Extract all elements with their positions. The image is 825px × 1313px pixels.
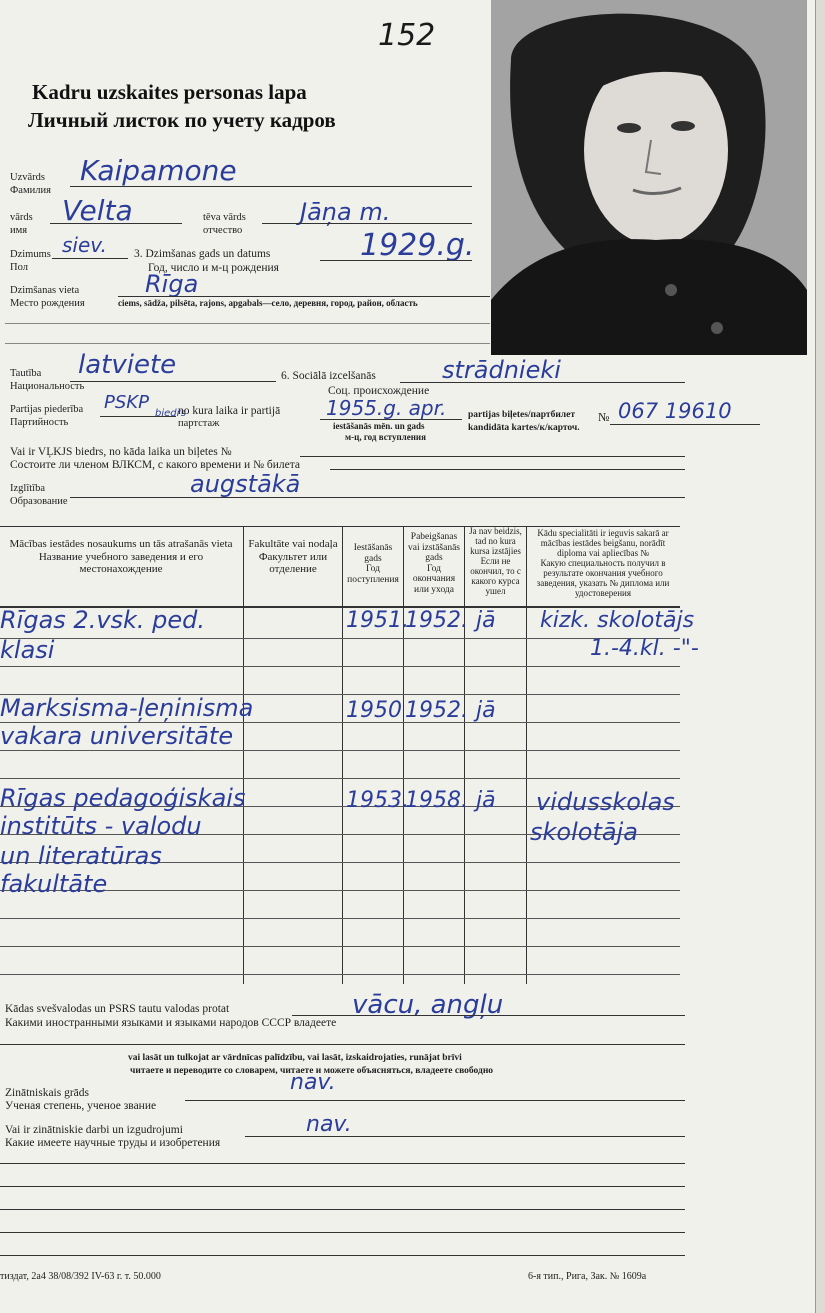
- party-join-label-lv: iestāšanās mēn. un gads: [333, 421, 425, 431]
- works-value: nav.: [306, 1112, 352, 1137]
- row3-start: 1953.: [346, 788, 409, 813]
- degree-value: nav.: [290, 1070, 336, 1095]
- patronymic-label-lv: tēva vārds: [203, 212, 246, 223]
- works-line: [245, 1136, 685, 1137]
- table-col-divider: [243, 526, 244, 984]
- party-card-line: [610, 424, 760, 425]
- table-col-divider: [342, 526, 343, 984]
- blank-rule: [0, 1163, 685, 1164]
- birthplace-hint: ciems, sādža, pilsēta, rajons, apgabals—село, деревня, город, район, область: [118, 298, 418, 308]
- education-value: augstākā: [190, 470, 301, 498]
- nationality-value: latviete: [78, 350, 177, 380]
- row3-specialty-line2: skolotāja: [530, 818, 638, 846]
- vlkjs-label-ru: Состоите ли членом ВЛКСМ, с какого времени и № билета: [10, 459, 301, 471]
- vlkjs-line-2: [330, 469, 685, 470]
- birth-date-line: [320, 260, 472, 261]
- row1-end: 1952.: [405, 608, 468, 633]
- languages-line-2: [0, 1044, 685, 1045]
- works-label-lv: Vai ir zinātniskie darbi un izgudrojumi: [5, 1124, 183, 1136]
- patronymic-line: [262, 223, 472, 224]
- party-value: PSKP: [104, 392, 149, 413]
- binder-edge: [815, 0, 825, 1313]
- name-value: Velta: [62, 194, 133, 227]
- social-origin-label-lv: 6. Sociālā izcelšanās: [281, 370, 376, 382]
- row3-school-line3: un literatūras: [0, 842, 162, 870]
- row2-end: 1952.: [405, 698, 468, 723]
- party-since-value: 1955.g. apr.: [326, 396, 447, 420]
- table-row-rule: [0, 778, 680, 779]
- vlkjs-line: [300, 456, 685, 457]
- birthplace-value: Rīga: [145, 270, 199, 298]
- nationality-line: [70, 381, 276, 382]
- blank-rule: [0, 1209, 685, 1210]
- patronymic-value: Jāņa m.: [300, 198, 391, 226]
- table-col-divider: [403, 526, 404, 984]
- row3-specialty-line1: vidusskolas: [536, 788, 675, 816]
- vlkjs-label-lv: Vai ir VĻKJS biedrs, no kāda laika un biļetes №: [10, 446, 232, 458]
- table-row-rule: [0, 638, 680, 639]
- row1-start: 1951.: [346, 608, 409, 633]
- name-label-lv: vārds: [10, 212, 33, 223]
- party-card-no-prefix: №: [598, 410, 610, 424]
- row2-school-line1: Marksisma-ļeņinisma: [0, 694, 254, 722]
- sex-label-lv: Dzimums: [10, 249, 51, 260]
- table-header-dropout: Ja nav beidzis, tad no kura kursa izstājies Если не окончил, то с какого курса ушел: [469, 526, 522, 596]
- blank-line: [5, 343, 490, 344]
- table-col-divider: [464, 526, 465, 984]
- party-card-value: 067 19610: [618, 399, 732, 423]
- row2-school-line2: vakara universitāte: [0, 722, 234, 750]
- name-line: [50, 223, 182, 224]
- social-origin-value: strādnieki: [442, 356, 561, 384]
- party-card-label-ru: kandidāta kartes/к/карточ.: [468, 423, 580, 433]
- education-label-lv: Izglītība: [10, 483, 45, 494]
- row3-finished: jā: [476, 788, 496, 813]
- nationality-label-ru: Национальность: [10, 381, 85, 392]
- languages-note-lv: vai lasāt un tulkojat ar vārdnīcas palīdzību, vai lasāt, izskaidrojaties, runājat brīvi: [128, 1053, 462, 1063]
- birthplace-line: [118, 296, 490, 297]
- title-ru: Личный листок по учету кадров: [28, 108, 336, 132]
- party-value-small: biedrs: [155, 408, 186, 419]
- education-line: [70, 497, 685, 498]
- title-lv: Kadru uzskaites personas lapa: [32, 80, 307, 104]
- surname-value: Kaipamone: [80, 154, 237, 187]
- birth-date-label-lv: 3. Dzimšanas gads un datums: [134, 248, 271, 260]
- table-header-faculty: Fakultāte vai nodaļa Факультет или отделение: [248, 538, 338, 575]
- birthplace-label-ru: Место рождения: [10, 298, 85, 309]
- languages-label-ru: Какими иностранными языками и языками народов СССР владеете: [5, 1017, 337, 1029]
- blank-rule: [0, 1232, 685, 1233]
- row3-school-line1: Rīgas pedagoģiskais: [0, 784, 246, 812]
- footer-print-info: тиздат, 2а4 38/08/392 IV-63 г. т. 50.000: [0, 1271, 161, 1282]
- birth-date-value: 1929.g.: [360, 228, 475, 263]
- row2-start: 1950: [346, 698, 402, 723]
- sex-value: siev.: [62, 233, 107, 257]
- patronymic-label-ru: отчество: [203, 225, 243, 236]
- row3-school-line2: institūts - valodu: [0, 812, 202, 840]
- party-since-label-ru: партстаж: [178, 418, 220, 429]
- surname-line: [70, 186, 472, 187]
- languages-line: [292, 1015, 685, 1016]
- party-line: [100, 416, 176, 417]
- sex-label-ru: Пол: [10, 262, 28, 273]
- portrait-photo: [491, 0, 807, 355]
- party-join-label-ru: м-ц, год вступления: [345, 432, 426, 442]
- row3-end: 1958.: [405, 788, 468, 813]
- blank-line: [5, 323, 490, 324]
- party-since-label-lv: no kura laika ir partijā: [178, 405, 281, 417]
- row1-specialty-line2: 1.-4.kl. -"-: [590, 636, 699, 661]
- table-header-start: Iestāšanās gads Год поступления: [347, 543, 399, 585]
- languages-value: vācu, angļu: [352, 990, 504, 1020]
- languages-note-ru: читаете и переводите со словарем, читаете и можете объясняться, владеете свободно: [130, 1066, 494, 1076]
- birth-date-label-ru: Год, число и м-ц рождения: [148, 262, 279, 274]
- surname-label-ru: Фамилия: [10, 185, 51, 196]
- party-since-line: [320, 419, 462, 420]
- degree-label-lv: Zinātniskais grāds: [5, 1087, 89, 1099]
- table-col-divider: [526, 526, 527, 984]
- row1-finished: jā: [476, 608, 496, 633]
- table-top-line: [0, 526, 680, 527]
- social-origin-label-ru: Соц. происхождение: [328, 385, 430, 397]
- languages-label-lv: Kādas svešvalodas un PSRS tautu valodas protat: [5, 1003, 230, 1015]
- blank-rule: [0, 1186, 685, 1187]
- party-label-lv: Partijas piederība: [10, 404, 84, 415]
- table-row-rule: [0, 750, 680, 751]
- degree-label-ru: Ученая степень, ученое звание: [5, 1100, 157, 1112]
- nationality-label-lv: Tautība: [10, 368, 42, 379]
- party-label-ru: Партийность: [10, 417, 69, 428]
- table-header-end: Pabeigšanas vai izstāšanās gads Год окончания или ухода: [408, 532, 460, 595]
- degree-line: [185, 1100, 685, 1101]
- sex-line: [52, 258, 128, 259]
- row3-school-line4: fakultāte: [0, 870, 108, 898]
- name-label-ru: имя: [10, 225, 28, 236]
- table-row-rule: [0, 918, 680, 919]
- table-header-school: Mācības iestādes nosaukums un tās atrašanās vieta Название учебного заведения и его местонахождение: [9, 538, 233, 575]
- table-row-rule: [0, 666, 680, 667]
- row1-school-line2: klasi: [0, 636, 55, 664]
- education-label-ru: Образование: [10, 496, 68, 507]
- page-number: 152: [378, 18, 436, 53]
- row1-school-line1: Rīgas 2.vsk. ped.: [0, 606, 206, 634]
- surname-label-lv: Uzvārds: [10, 172, 45, 183]
- social-origin-line: [400, 382, 685, 383]
- blank-rule: [0, 1255, 685, 1256]
- table-row-rule: [0, 946, 680, 947]
- birthplace-label-lv: Dzimšanas vieta: [10, 285, 80, 296]
- table-header-specialty: Kādu specialitāti ir ieguvis sakarā ar mācības iestādes beigšanu, norādīt diploma vai apliecības № Какую специальность получил в результате окончания учебного заведения, указать № диплома или удостоверения: [536, 528, 670, 598]
- table-row-rule: [0, 974, 680, 975]
- works-label-ru: Какие имеете научные труды и изобретения: [5, 1137, 221, 1149]
- footer-printer: 6-я тип., Рига, Зак. № 1609а: [528, 1271, 647, 1282]
- party-card-label-lv: partijas biļetes/партбилет: [468, 410, 576, 420]
- row1-specialty-line1: kizk. skolotājs: [540, 608, 695, 633]
- row2-finished: jā: [476, 698, 496, 723]
